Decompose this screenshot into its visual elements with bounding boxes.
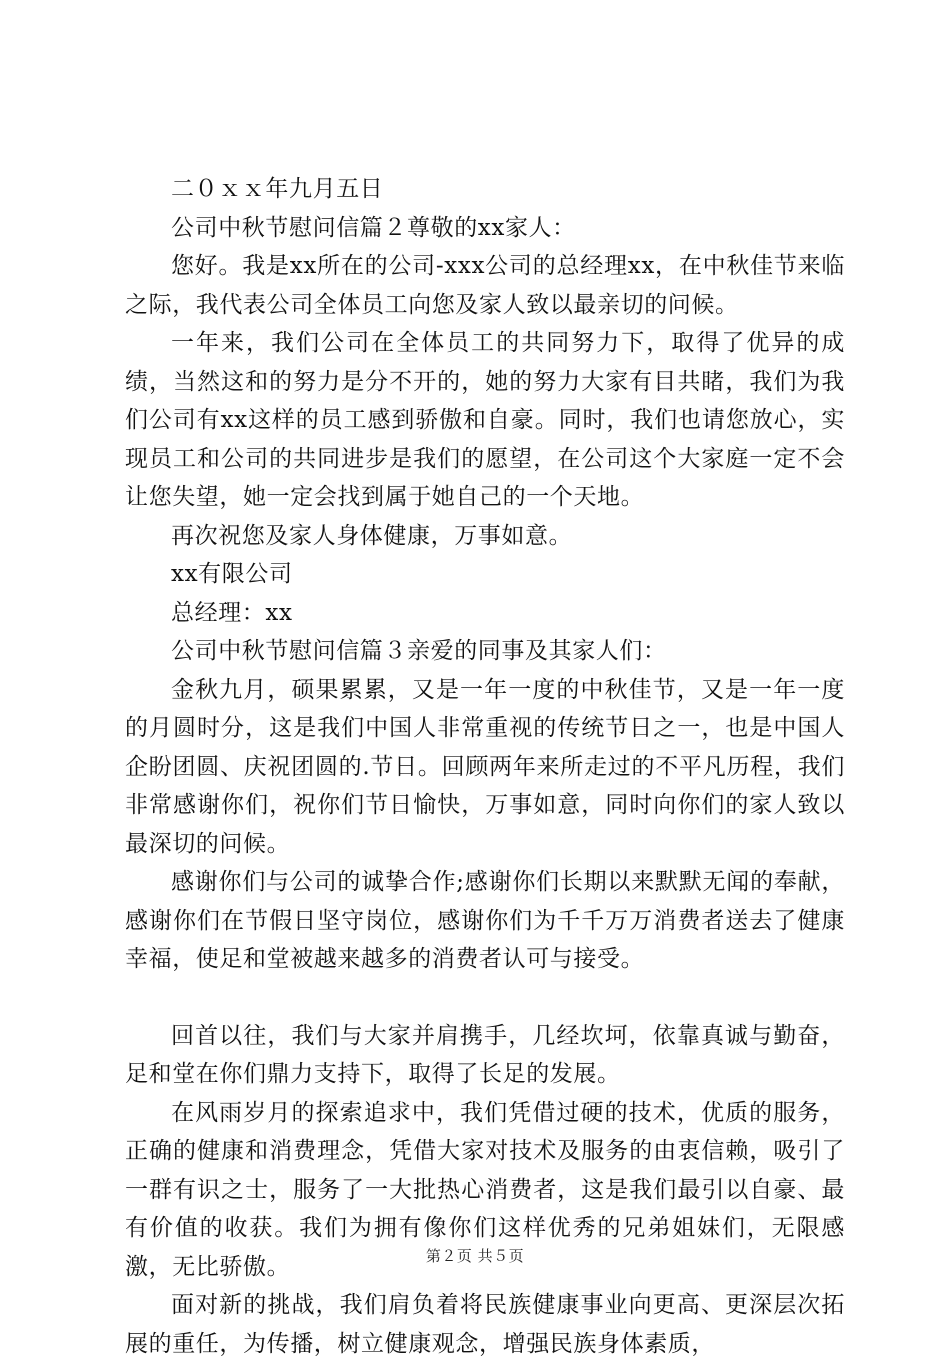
body-paragraph: 感谢你们与公司的诚挚合作;感谢你们长期以来默默无闻的奉献，感谢你们在节假日坚守岗位，感谢你们为千千万万消费者送去了健康幸福，使足和堂被越来越多的消费者认可与接受。 bbox=[125, 869, 845, 972]
company-signature: xx有限公司 bbox=[171, 561, 293, 587]
wishes-paragraph: 再次祝您及家人身体健康，万事如意。 bbox=[171, 522, 573, 549]
document-body bbox=[125, 170, 845, 1363]
body-paragraph: 在风雨岁月的探索追求中，我们凭借过硬的技术，优质的服务，正确的健康和消费理念，凭借大家对技术及服务的由衷信赖，吸引了一群有识之士，服务了一大批热心消费者，这是我们最引以自豪、最有价值的收获。我们为拥有像你们这样优秀的兄弟姐妹们，无限感激，无比骄傲。 bbox=[125, 1099, 845, 1280]
page-number: 第２页 共５页 bbox=[425, 1247, 525, 1265]
letter-2-heading: 公司中秋节慰问信篇２尊敬的xx家人： bbox=[171, 214, 576, 241]
body-paragraph: 金秋九月，硕果累累，又是一年一度的中秋佳节，又是一年一度的月圆时分，这是我们中国人非常重视的传统节日之一，也是中国人企盼团圆、庆祝团圆的.节日。回顾两年来所走过的不平凡历程，我们非常感谢你们，祝你们节日愉快，万事如意，同时向你们的家人致以最深切的问候。 bbox=[125, 676, 845, 857]
manager-signature: 总经理：xx bbox=[171, 599, 293, 626]
body-paragraph: 一年来，我们公司在全体员工的共同努力下，取得了优异的成绩，当然这和的努力是分不开的，她的努力大家有目共睹，我们为我们公司有xx这样的员工感到骄傲和自豪。同时，我们也请您放心，实现员工和公司的共同进步是我们的愿望，在公司这个大家庭一定不会让您失望，她一定会找到属于她自己的一个天地。 bbox=[125, 330, 845, 510]
body-paragraph: 面对新的挑战，我们肩负着将民族健康事业向更高、更深层次拓展的重任，为传播，树立健康观念，增强民族身体素质， bbox=[125, 1292, 845, 1357]
date-line: 二０ｘｘ年九月五日 bbox=[171, 176, 384, 202]
body-paragraph: 回首以往，我们与大家并肩携手，几经坎坷，依靠真诚与勤奋，足和堂在你们鼎力支持下，取得了长足的发展。 bbox=[125, 1022, 845, 1087]
greeting-paragraph: 您好。我是xx所在的公司-xxx公司的总经理xx，在中秋佳节来临之际，我代表公司全体员工向您及家人致以最亲切的问候。 bbox=[125, 253, 845, 318]
letter-3-heading: 公司中秋节慰问信篇３亲爱的同事及其家人们： bbox=[171, 638, 667, 664]
